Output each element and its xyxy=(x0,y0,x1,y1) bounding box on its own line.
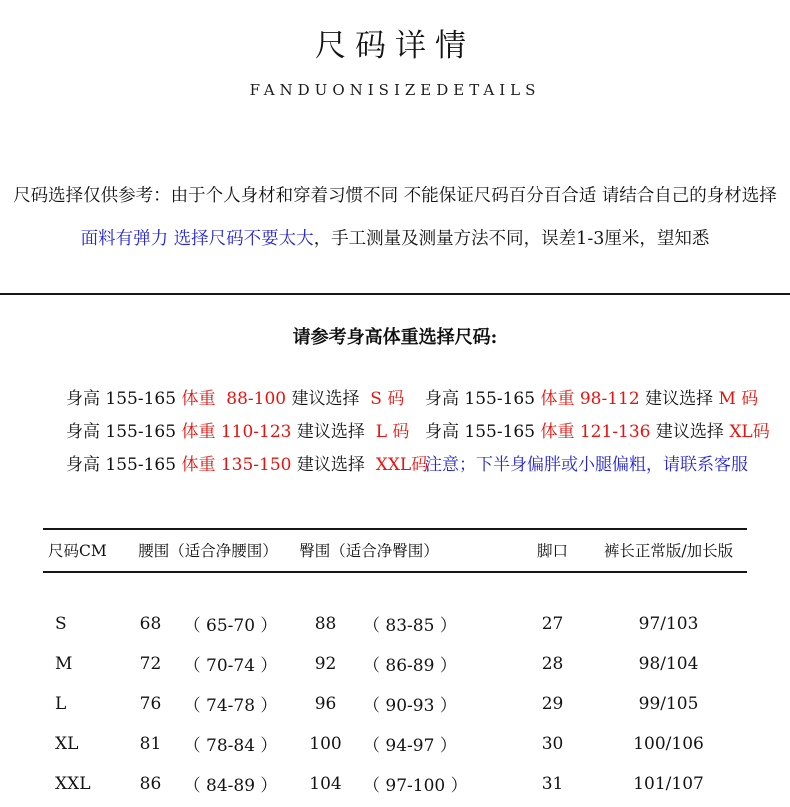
header-length: 裤长正常版/加长版 xyxy=(590,529,747,572)
table-row xyxy=(43,764,747,804)
size-table-section xyxy=(43,528,790,804)
cell-waist-range: （ 65-70 ） xyxy=(183,616,278,636)
suggest-text: 建议选择 xyxy=(296,455,371,475)
cell-length: 99/105 xyxy=(638,693,699,714)
header-hip: 臀围（适合净臀围） xyxy=(288,529,450,572)
cell-length: 100/106 xyxy=(633,733,704,754)
page-subtitle: FANDUONISIZEDETAILS xyxy=(249,81,541,99)
weight-text: 体重 135-150 xyxy=(181,455,297,475)
guide-heading: 请参考身高体重选择尺码: xyxy=(292,327,498,348)
size-text: XXL码 xyxy=(370,455,429,475)
cell-length: 97/103 xyxy=(638,613,699,634)
size-text: L 码 xyxy=(370,422,410,442)
cell-spacer xyxy=(450,572,515,644)
cell-hip-range: （ 90-93 ） xyxy=(363,696,457,716)
guide-column-left xyxy=(66,383,429,482)
cell-hip-range: （ 97-100 ） xyxy=(363,776,468,796)
cell-waist-range: （ 74-78 ） xyxy=(183,696,278,716)
height-text: 身高 155-165 xyxy=(425,389,541,409)
cell-length: 101/107 xyxy=(633,773,704,794)
cell-waist: 86 xyxy=(139,773,162,794)
guide-service-note: 注意；下半身偏胖或小腿偏粗，请联系客服 xyxy=(425,455,748,475)
notice-line-2-rest: ，手工测量及测量方法不同，误差1-3厘米，望知悉 xyxy=(313,229,710,249)
section-divider xyxy=(0,293,790,295)
table-row xyxy=(43,724,747,764)
suggest-text: 建议选择 xyxy=(655,422,730,442)
suggest-text: 建议选择 xyxy=(296,422,371,442)
cell-leg-opening: 30 xyxy=(541,733,564,754)
guide-column-right xyxy=(425,383,770,482)
notice-line-1: 尺码选择仅供参考：由于个人身材和穿着习惯不同 不能保证尺码百分百合适 请结合自己的身材选择 xyxy=(13,186,777,206)
cell-hip-range: （ 83-85 ） xyxy=(363,616,457,636)
notice-highlight: 面料有弹力 选择尺码不要太大 xyxy=(80,229,314,249)
cell-length: 98/104 xyxy=(638,653,699,674)
header-leg-opening: 脚口 xyxy=(515,529,590,572)
cell-spacer xyxy=(450,684,515,724)
cell-hip: 100 xyxy=(309,733,342,754)
size-table-header xyxy=(43,529,747,572)
height-text: 身高 155-165 xyxy=(425,422,541,442)
cell-leg-opening: 31 xyxy=(541,773,564,794)
height-text: 身高 155-165 xyxy=(66,422,182,442)
weight-text: 体重 121-136 xyxy=(540,422,656,442)
table-row xyxy=(43,684,747,724)
header-size-cm: 尺码CM xyxy=(43,529,128,572)
cell-size: S xyxy=(55,613,67,634)
cell-waist-range: （ 84-89 ） xyxy=(183,776,278,796)
size-text: M 码 xyxy=(718,389,759,409)
header-waist: 腰围（适合净腰围） xyxy=(128,529,288,572)
weight-text: 体重 98-112 xyxy=(540,389,646,409)
size-table xyxy=(43,528,747,804)
suggest-text: 建议选择 xyxy=(645,389,719,409)
size-guide xyxy=(0,383,790,482)
suggest-text: 建议选择 xyxy=(291,389,365,409)
page-title: 尺码详情 xyxy=(315,28,475,64)
guide-row xyxy=(66,449,429,482)
cell-waist-range: （ 70-74 ） xyxy=(183,656,278,676)
cell-hip-range: （ 86-89 ） xyxy=(363,656,457,676)
guide-row xyxy=(66,383,425,416)
cell-leg-opening: 27 xyxy=(541,613,564,634)
table-row xyxy=(43,644,747,684)
header-spacer xyxy=(450,529,515,572)
cell-waist: 68 xyxy=(139,613,162,634)
cell-size: L xyxy=(55,693,67,714)
cell-hip: 92 xyxy=(314,653,337,674)
cell-hip-range: （ 94-97 ） xyxy=(363,736,457,756)
cell-size: M xyxy=(55,653,73,674)
cell-hip: 88 xyxy=(314,613,337,634)
cell-waist: 72 xyxy=(139,653,162,674)
height-text: 身高 155-165 xyxy=(66,455,182,475)
table-row xyxy=(43,572,747,644)
notice-line-2 xyxy=(0,218,790,261)
cell-waist: 76 xyxy=(139,693,162,714)
cell-leg-opening: 29 xyxy=(541,693,564,714)
weight-text: 体重 110-123 xyxy=(181,422,297,442)
cell-waist-range: （ 78-84 ） xyxy=(183,736,278,756)
cell-hip: 96 xyxy=(314,693,337,714)
height-text: 身高 155-165 xyxy=(66,389,182,409)
guide-row xyxy=(66,416,425,449)
size-text: XL码 xyxy=(729,422,770,442)
cell-hip: 104 xyxy=(309,773,342,794)
cell-size: XL xyxy=(55,733,79,754)
weight-text: 体重 88-100 xyxy=(181,389,292,409)
size-text: S 码 xyxy=(364,389,405,409)
cell-spacer xyxy=(450,644,515,684)
size-notice xyxy=(0,175,790,261)
cell-waist: 81 xyxy=(139,733,162,754)
cell-leg-opening: 28 xyxy=(541,653,564,674)
guide-row xyxy=(425,383,765,416)
guide-row xyxy=(425,416,770,449)
cell-size: XXL xyxy=(55,773,91,794)
cell-spacer xyxy=(450,724,515,764)
